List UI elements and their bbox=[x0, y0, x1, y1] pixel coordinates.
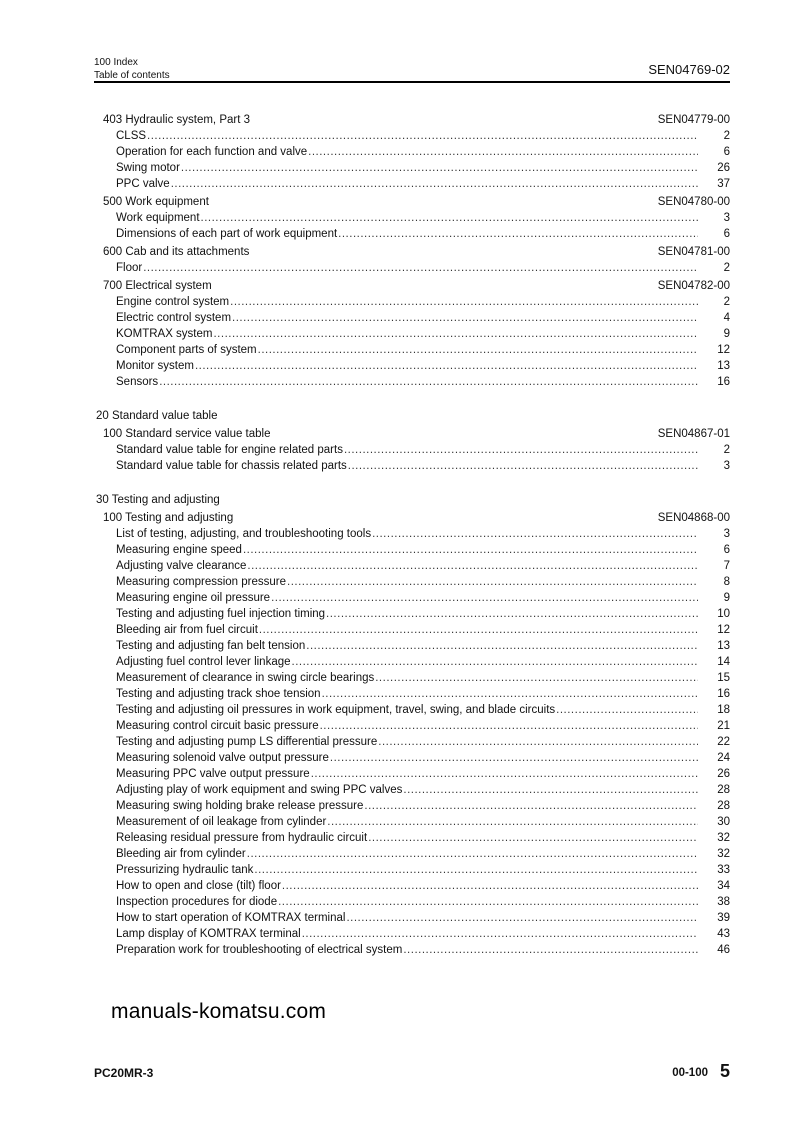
dot-leader bbox=[254, 862, 698, 878]
entry-page: 28 bbox=[717, 784, 730, 796]
entry-page: 3 bbox=[723, 528, 730, 540]
header-doc-code: SEN04769-02 bbox=[648, 62, 730, 77]
entry-page: 7 bbox=[723, 560, 730, 572]
dot-leader bbox=[232, 310, 698, 326]
dot-leader bbox=[213, 326, 698, 342]
group-title: 100 Testing and adjusting bbox=[103, 512, 234, 524]
toc-entry bbox=[94, 910, 730, 926]
toc-entry bbox=[94, 526, 730, 542]
toc-entry bbox=[94, 942, 730, 958]
entry-page: 46 bbox=[717, 944, 730, 956]
toc-entry bbox=[94, 862, 730, 878]
entry-title: Lamp display of KOMTRAX terminal bbox=[116, 928, 301, 940]
dot-leader bbox=[308, 144, 698, 160]
toc-entry bbox=[94, 622, 730, 638]
entry-title: Standard value table for engine related parts bbox=[116, 444, 343, 456]
entry-title: Standard value table for chassis related parts bbox=[116, 460, 347, 472]
dot-leader bbox=[247, 558, 698, 574]
group-title: 100 Standard service value table bbox=[103, 428, 271, 440]
toc-entry bbox=[94, 358, 730, 374]
toc-entry bbox=[94, 638, 730, 654]
group-doc-code: SEN04781-00 bbox=[657, 246, 730, 258]
entry-title: Releasing residual pressure from hydraulic circuit bbox=[116, 832, 368, 844]
entry-page: 2 bbox=[723, 130, 730, 142]
entry-title: Measurement of clearance in swing circle bearings bbox=[116, 672, 375, 684]
entry-page: 6 bbox=[723, 228, 730, 240]
entry-title: PPC valve bbox=[116, 178, 170, 190]
entry-page: 6 bbox=[723, 544, 730, 556]
entry-page: 32 bbox=[717, 848, 730, 860]
toc-entry bbox=[94, 160, 730, 176]
toc-entry bbox=[94, 750, 730, 766]
group-doc-code: SEN04868-00 bbox=[657, 512, 730, 524]
entry-page: 39 bbox=[717, 912, 730, 924]
toc-entry bbox=[94, 670, 730, 686]
dot-leader bbox=[258, 342, 698, 358]
entry-title: Bleeding air from fuel circuit bbox=[116, 624, 258, 636]
entry-title: Testing and adjusting pump LS differential pressure bbox=[116, 736, 378, 748]
toc-entry bbox=[94, 926, 730, 942]
entry-page: 22 bbox=[717, 736, 730, 748]
entry-page: 12 bbox=[717, 624, 730, 636]
running-header bbox=[94, 56, 170, 82]
dot-leader bbox=[306, 638, 698, 654]
entry-title: Inspection procedures for diode bbox=[116, 896, 278, 908]
chapter-heading: 20 Standard value table bbox=[96, 410, 218, 422]
dot-leader bbox=[259, 622, 698, 638]
toc-entry bbox=[94, 894, 730, 910]
entry-title: Bleeding air from cylinder bbox=[116, 848, 246, 860]
entry-title: Engine control system bbox=[116, 296, 230, 308]
toc-entry bbox=[94, 702, 730, 718]
entry-page: 26 bbox=[717, 162, 730, 174]
dot-leader bbox=[278, 894, 698, 910]
dot-leader bbox=[403, 942, 698, 958]
dot-leader bbox=[143, 260, 698, 276]
toc-entry bbox=[94, 458, 730, 474]
toc-entry bbox=[94, 542, 730, 558]
entry-title: Electric control system bbox=[116, 312, 232, 324]
entry-page: 26 bbox=[717, 768, 730, 780]
entry-title: Adjusting valve clearance bbox=[116, 560, 247, 572]
entry-page: 4 bbox=[723, 312, 730, 324]
entry-page: 30 bbox=[717, 816, 730, 828]
entry-page: 9 bbox=[723, 328, 730, 340]
entry-title: Work equipment bbox=[116, 212, 200, 224]
entry-title: List of testing, adjusting, and troubleshooting tools bbox=[116, 528, 372, 540]
dot-leader bbox=[159, 374, 698, 390]
dot-leader bbox=[326, 606, 698, 622]
group-doc-code: SEN04780-00 bbox=[657, 196, 730, 208]
entry-title: Component parts of system bbox=[116, 344, 257, 356]
footer-section-code: 00-100 bbox=[672, 1067, 708, 1079]
toc-entry bbox=[94, 294, 730, 310]
dot-leader bbox=[171, 176, 698, 192]
entry-page: 16 bbox=[717, 376, 730, 388]
group-doc-code: SEN04779-00 bbox=[657, 114, 730, 126]
footer-page-number: 5 bbox=[719, 1061, 730, 1081]
entry-title: Dimensions of each part of work equipment bbox=[116, 228, 338, 240]
entry-title: Operation for each function and valve bbox=[116, 146, 308, 158]
toc-entry bbox=[94, 326, 730, 342]
toc-entry bbox=[94, 830, 730, 846]
group-title: 600 Cab and its attachments bbox=[103, 246, 250, 258]
entry-page: 13 bbox=[717, 360, 730, 372]
entry-title: Measuring engine speed bbox=[116, 544, 242, 556]
toc-group-heading bbox=[94, 510, 730, 526]
entry-page: 16 bbox=[717, 688, 730, 700]
toc-entry bbox=[94, 606, 730, 622]
entry-page: 9 bbox=[723, 592, 730, 604]
dot-leader bbox=[147, 128, 698, 144]
toc-entry bbox=[94, 342, 730, 358]
entry-title: Swing motor bbox=[116, 162, 180, 174]
dot-leader bbox=[287, 574, 698, 590]
entry-page: 2 bbox=[723, 262, 730, 274]
group-title: 700 Electrical system bbox=[103, 280, 212, 292]
entry-page: 10 bbox=[717, 608, 730, 620]
dot-leader bbox=[403, 782, 698, 798]
toc-entry bbox=[94, 374, 730, 390]
dot-leader bbox=[201, 210, 698, 226]
dot-leader bbox=[348, 458, 698, 474]
toc-group-heading bbox=[94, 112, 730, 128]
dot-leader bbox=[327, 814, 698, 830]
entry-title: Measuring control circuit basic pressure bbox=[116, 720, 319, 732]
dot-leader bbox=[271, 590, 698, 606]
section-spacer bbox=[94, 390, 730, 408]
entry-page: 15 bbox=[717, 672, 730, 684]
dot-leader bbox=[302, 926, 698, 942]
entry-title: KOMTRAX system bbox=[116, 328, 213, 340]
dot-leader bbox=[230, 294, 698, 310]
toc-entry bbox=[94, 878, 730, 894]
dot-leader bbox=[311, 766, 698, 782]
group-title: 403 Hydraulic system, Part 3 bbox=[103, 114, 251, 126]
toc-entry bbox=[94, 260, 730, 276]
entry-page: 24 bbox=[717, 752, 730, 764]
section-spacer bbox=[94, 474, 730, 492]
entry-page: 28 bbox=[717, 800, 730, 812]
entry-title: Adjusting play of work equipment and swing PPC valves bbox=[116, 784, 403, 796]
toc-entry bbox=[94, 654, 730, 670]
toc-entry bbox=[94, 846, 730, 862]
entry-page: 37 bbox=[717, 178, 730, 190]
dot-leader bbox=[338, 226, 698, 242]
entry-title: Preparation work for troubleshooting of electrical system bbox=[116, 944, 403, 956]
dot-leader bbox=[344, 442, 698, 458]
entry-title: Sensors bbox=[116, 376, 159, 388]
toc-entry bbox=[94, 558, 730, 574]
dot-leader bbox=[195, 358, 698, 374]
toc-entry bbox=[94, 226, 730, 242]
dot-leader bbox=[368, 830, 698, 846]
entry-title: Monitor system bbox=[116, 360, 194, 372]
toc-group-heading bbox=[94, 194, 730, 210]
watermark: manuals-komatsu.com bbox=[111, 1000, 327, 1023]
entry-page: 32 bbox=[717, 832, 730, 844]
toc-entry bbox=[94, 766, 730, 782]
toc-entry bbox=[94, 782, 730, 798]
entry-page: 21 bbox=[717, 720, 730, 732]
toc-entry bbox=[94, 210, 730, 226]
header-subtitle: Table of contents bbox=[94, 70, 170, 81]
toc-entry bbox=[94, 718, 730, 734]
table-of-contents bbox=[94, 110, 730, 958]
toc-entry bbox=[94, 176, 730, 192]
dot-leader bbox=[556, 702, 698, 718]
entry-title: Measuring PPC valve output pressure bbox=[116, 768, 310, 780]
toc-entry bbox=[94, 798, 730, 814]
dot-leader bbox=[378, 734, 698, 750]
entry-title: Adjusting fuel control lever linkage bbox=[116, 656, 291, 668]
entry-page: 2 bbox=[723, 444, 730, 456]
dot-leader bbox=[282, 878, 698, 894]
entry-page: 3 bbox=[723, 460, 730, 472]
entry-page: 6 bbox=[723, 146, 730, 158]
dot-leader bbox=[322, 686, 698, 702]
entry-page: 43 bbox=[717, 928, 730, 940]
entry-page: 8 bbox=[723, 576, 730, 588]
dot-leader bbox=[181, 160, 698, 176]
dot-leader bbox=[375, 670, 698, 686]
entry-page: 14 bbox=[717, 656, 730, 668]
entry-title: Testing and adjusting track shoe tension bbox=[116, 688, 321, 700]
entry-title: Testing and adjusting fuel injection timing bbox=[116, 608, 326, 620]
dot-leader bbox=[247, 846, 698, 862]
entry-page: 12 bbox=[717, 344, 730, 356]
dot-leader bbox=[243, 542, 698, 558]
entry-title: Measuring compression pressure bbox=[116, 576, 287, 588]
chapter-heading: 30 Testing and adjusting bbox=[96, 494, 220, 506]
group-doc-code: SEN04867-01 bbox=[657, 428, 730, 440]
toc-entry bbox=[94, 814, 730, 830]
entry-page: 34 bbox=[717, 880, 730, 892]
toc-group-heading bbox=[94, 426, 730, 442]
header-rule bbox=[94, 81, 730, 83]
entry-title: Testing and adjusting fan belt tension bbox=[116, 640, 306, 652]
entry-title: Measurement of oil leakage from cylinder bbox=[116, 816, 327, 828]
entry-page: 18 bbox=[717, 704, 730, 716]
toc-entry bbox=[94, 310, 730, 326]
dot-leader bbox=[320, 718, 698, 734]
entry-page: 13 bbox=[717, 640, 730, 652]
entry-title: Floor bbox=[116, 262, 143, 274]
toc-entry bbox=[94, 734, 730, 750]
header-section: 100 Index bbox=[94, 57, 138, 68]
entry-page: 2 bbox=[723, 296, 730, 308]
entry-title: Measuring engine oil pressure bbox=[116, 592, 271, 604]
toc-entry bbox=[94, 144, 730, 160]
entry-title: How to open and close (tilt) floor bbox=[116, 880, 281, 892]
group-doc-code: SEN04782-00 bbox=[657, 280, 730, 292]
entry-page: 3 bbox=[723, 212, 730, 224]
entry-title: Pressurizing hydraulic tank bbox=[116, 864, 254, 876]
entry-title: Measuring swing holding brake release pressure bbox=[116, 800, 364, 812]
dot-leader bbox=[364, 798, 698, 814]
entry-title: CLSS bbox=[116, 130, 147, 142]
dot-leader bbox=[372, 526, 698, 542]
entry-title: How to start operation of KOMTRAX terminal bbox=[116, 912, 346, 924]
toc-entry bbox=[94, 574, 730, 590]
entry-title: Testing and adjusting oil pressures in work equipment, travel, swing, and blade circuits bbox=[116, 704, 556, 716]
toc-group-heading bbox=[94, 244, 730, 260]
toc-group-heading bbox=[94, 278, 730, 294]
toc-entry bbox=[94, 686, 730, 702]
toc-entry bbox=[94, 442, 730, 458]
entry-page: 38 bbox=[717, 896, 730, 908]
entry-title: Measuring solenoid valve output pressure bbox=[116, 752, 329, 764]
group-title: 500 Work equipment bbox=[103, 196, 209, 208]
entry-page: 33 bbox=[717, 864, 730, 876]
toc-entry bbox=[94, 128, 730, 144]
dot-leader bbox=[330, 750, 698, 766]
dot-leader bbox=[292, 654, 698, 670]
toc-entry bbox=[94, 590, 730, 606]
footer-model: PC20MR-3 bbox=[94, 1066, 154, 1080]
dot-leader bbox=[346, 910, 698, 926]
